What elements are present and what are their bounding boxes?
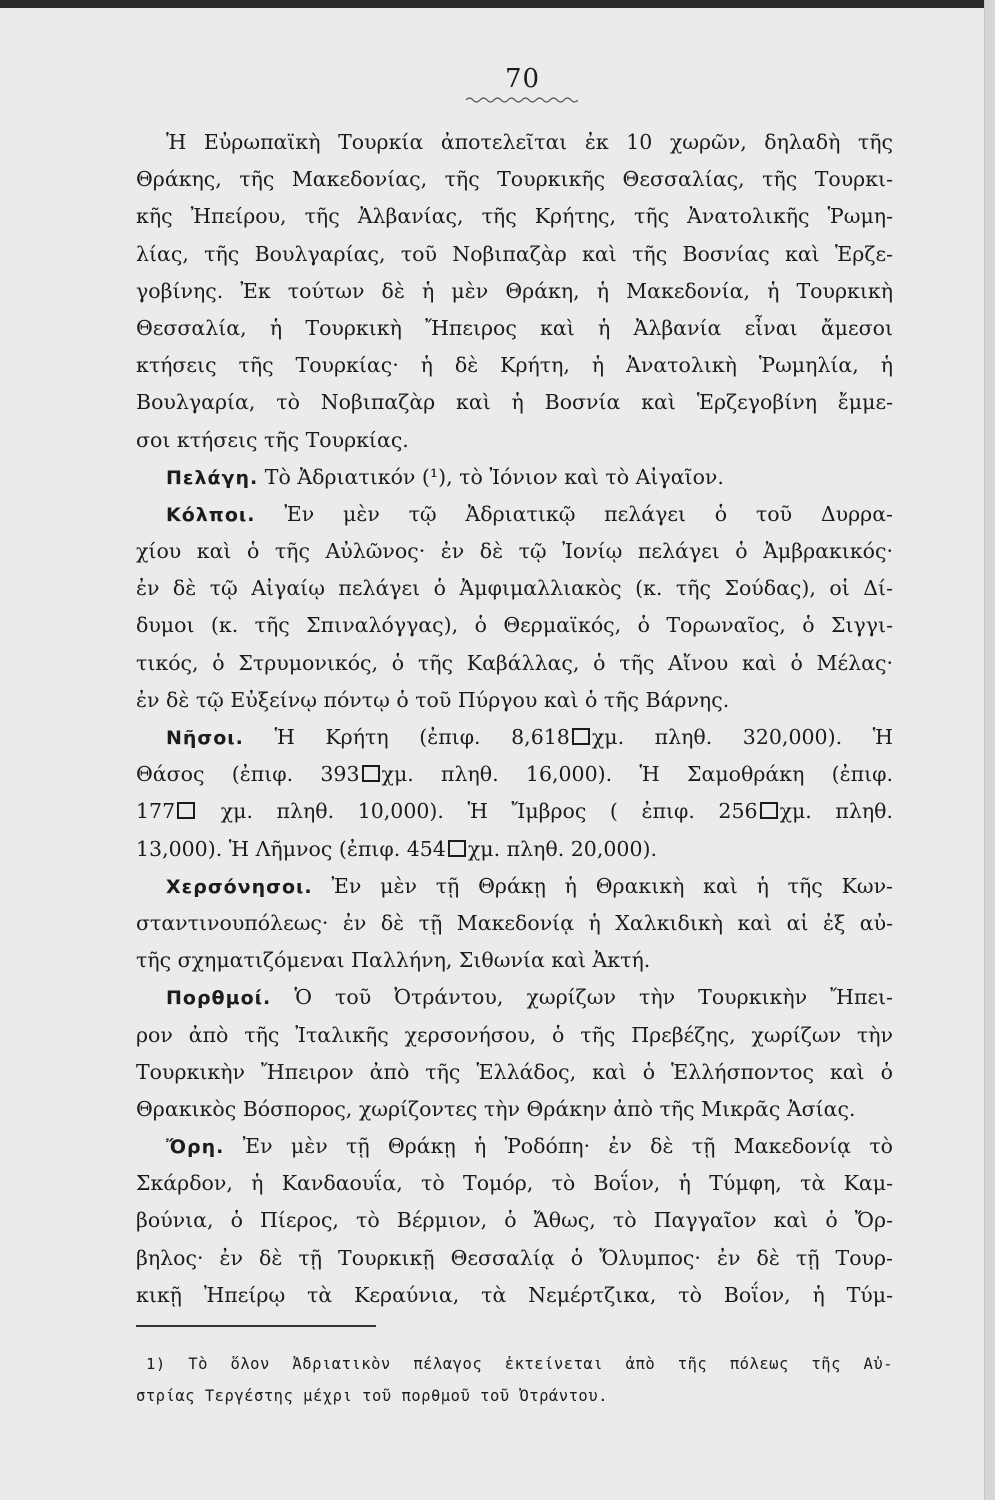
section-text: Θάσος (ἐπιφ. 393 xyxy=(136,762,360,787)
section-text: Ἐν μὲν τῇ Θράκῃ ἡ Θρακικὴ καὶ ἡ τῆς Κων- xyxy=(331,873,893,898)
body-line: σταντινουπόλεως· ἐν δὲ τῇ Μακεδονίᾳ ἡ Χαλκιδικὴ καὶ αἱ ἐξ αὐ- xyxy=(136,910,893,935)
body-line: Θεσσαλία, ἡ Τουρκικὴ Ἤπειρος καὶ ἡ Ἀλβανία εἶναι ἄμεσοι xyxy=(136,315,893,340)
section-text: χμ. πληθ. 20,000). xyxy=(467,836,658,861)
body-line: ἐν δὲ τῷ Εὐξείνῳ πόντῳ ὁ τοῦ Πύργου καὶ ὁ τῆς Βάρνης. xyxy=(136,687,730,712)
body-line: ρον ἀπὸ τῆς Ἰταλικῆς χερσονήσου, ὁ τῆς Πρεβέζης, χωρίζων τὴν xyxy=(136,1022,893,1047)
body-line: λίας, τῆς Βουλγαρίας, τοῦ Νοβιπαζὰρ καὶ τῆς Βοσνίας καὶ Ἑρζε- xyxy=(136,241,893,266)
square-symbol xyxy=(760,802,778,819)
section-text: χμ. πληθ. 10,000). Ἡ Ἴμβρος ( ἐπιφ. 256 xyxy=(197,799,758,824)
ornament-rule xyxy=(466,96,578,104)
section-text: 13,000). Ἡ Λῆμνος (ἐπιφ. 454 xyxy=(136,836,446,861)
body-line: ἐν δὲ τῷ Αἰγαίῳ πελάγει ὁ Ἀμφιμαλλιακὸς (κ. τῆς Σούδας), οἱ Δί- xyxy=(136,576,893,601)
section-heading: Πελάγη. xyxy=(166,466,259,489)
body-line: κῆς Ἠπείρου, τῆς Ἀλβανίας, τῆς Κρήτης, τῆς Ἀνατολικῆς Ῥωμη- xyxy=(136,204,893,229)
section-text: Ὁ τοῦ Ὀτράντου, χωρίζων τὴν Τουρκικὴν Ἤπει- xyxy=(294,985,893,1010)
body-line: Σκάρδον, ἡ Κανδαουΐα, τὸ Τομόρ, τὸ Βοΐον, ἡ Τύμφη, τὰ Καμ- xyxy=(136,1171,893,1196)
body-line: γοβίνης. Ἐκ τούτων δὲ ἡ μὲν Θράκη, ἡ Μακεδονία, ἡ Τουρκικὴ xyxy=(136,278,893,303)
body-line: τῆς σχηματιζόμεναι Παλλήνη, Σιθωνία καὶ Ἀκτή. xyxy=(136,948,651,973)
body-line: χίου καὶ ὁ τῆς Αὐλῶνος· ἐν δὲ τῷ Ἰονίῳ πελάγει ὁ Ἀμβρακικός· xyxy=(136,539,893,564)
section-nisoi xyxy=(136,719,893,756)
scan-right-edge xyxy=(984,0,995,1500)
section-chersonisoi xyxy=(136,868,893,905)
section-pelagi xyxy=(136,459,893,496)
body-line: δυμοι (κ. τῆς Σπιναλόγγας), ὁ Θερμαϊκός, ὁ Τορωναῖος, ὁ Σιγγι- xyxy=(136,613,893,638)
body-line: Ἡ Εὐρωπαϊκὴ Τουρκία ἀποτελεῖται ἐκ 10 χωρῶν, δηλαδὴ τῆς xyxy=(166,130,893,154)
body-line: βηλος· ἐν δὲ τῇ Τουρκικῇ Θεσσαλίᾳ ὁ Ὄλυμπος· ἐν δὲ τῇ Τουρ- xyxy=(136,1245,893,1270)
section-text: χμ. πληθ. 320,000). Ἡ xyxy=(591,725,893,749)
footnote xyxy=(136,1348,893,1412)
section-kolpoi xyxy=(136,496,893,533)
section-text: Ἐν μὲν τῷ Ἀδριατικῷ πελάγει ὁ τοῦ Δυρρα- xyxy=(284,501,893,526)
square-symbol xyxy=(362,765,380,782)
body-line: σοι κτήσεις τῆς Τουρκίας. xyxy=(136,427,409,452)
section-heading: Χερσόνησοι. xyxy=(166,875,313,898)
body-line xyxy=(136,756,893,793)
square-symbol xyxy=(177,802,195,819)
body-line: κτήσεις τῆς Τουρκίας· ἡ δὲ Κρήτη, ἡ Ἀνατολικὴ Ῥωμηλία, ἡ xyxy=(136,353,893,378)
section-text: Ἡ Κρήτη (ἐπιφ. 8,618 xyxy=(274,725,570,749)
section-text: χμ. πληθ. 16,000). Ἡ Σαμοθράκη (ἐπιφ. xyxy=(381,762,893,787)
section-text: 177 xyxy=(136,799,176,824)
section-text: Ἐν μὲν τῇ Θράκῃ ἡ Ῥοδόπη· ἐν δὲ τῇ Μακεδονίᾳ τὸ xyxy=(242,1134,893,1159)
footnote-line: στρίας Τεργέστης μέχρι τοῦ πορθμοῦ τοῦ Ὀτράντου. xyxy=(136,1387,608,1405)
body-line xyxy=(136,793,893,830)
body-line xyxy=(136,831,893,868)
square-symbol xyxy=(572,728,590,745)
scan-top-edge xyxy=(0,0,995,8)
body-line: Βουλγαρία, τὸ Νοβιπαζὰρ καὶ ἡ Βοσνία καὶ Ἑρζεγοβίνη ἔμμε- xyxy=(136,390,893,415)
section-heading: Κόλποι. xyxy=(166,503,256,526)
footnote-rule xyxy=(136,1325,376,1327)
section-heading: Νῆσοι. xyxy=(166,727,244,749)
body-line: βούνια, ὁ Πίερος, τὸ Βέρμιον, ὁ Ἄθως, τὸ Παγγαῖον καὶ ὁ Ὄρ- xyxy=(136,1208,893,1233)
section-text: Τὸ Ἀδριατικόν (¹), τὸ Ἰόνιον καὶ τὸ Αἰγαῖον. xyxy=(264,464,724,489)
section-ori xyxy=(136,1128,893,1165)
footnote-line: 1) Τὸ ὅλον Ἀδριατικὸν πέλαγος ἐκτείνεται ἀπὸ τῆς πόλεως τῆς Αὐ- xyxy=(146,1355,893,1373)
body-line: Θρακικὸς Βόσπορος, χωρίζοντες τὴν Θράκην ἀπὸ τῆς Μικρᾶς Ἀσίας. xyxy=(136,1096,856,1121)
body-line: Τουρκικὴν Ἤπειρον ἀπὸ τῆς Ἑλλάδος, καὶ ὁ Ἑλλήσποντος καὶ ὁ xyxy=(136,1059,893,1084)
body-line: Θράκης, τῆς Μακεδονίας, τῆς Τουρκικῆς Θεσσαλίας, τῆς Τουρκι- xyxy=(136,167,893,192)
page-body xyxy=(136,124,893,1314)
section-heading: Πορθμοί. xyxy=(166,987,272,1010)
section-heading: Ὄρη. xyxy=(166,1136,225,1159)
section-text: χμ. πληθ. xyxy=(779,799,893,824)
square-symbol xyxy=(448,840,466,857)
body-line: τικός, ὁ Στρυμονικός, ὁ τῆς Καβάλλας, ὁ τῆς Αἴνου καὶ ὁ Μέλας· xyxy=(136,650,893,675)
body-line: κικῇ Ἠπείρῳ τὰ Κεραύνια, τὰ Νεμέρτζικα, τὸ Βοΐον, ἡ Τύμ- xyxy=(136,1282,893,1307)
section-porthmoi xyxy=(136,979,893,1016)
page-number: 70 xyxy=(504,64,541,94)
